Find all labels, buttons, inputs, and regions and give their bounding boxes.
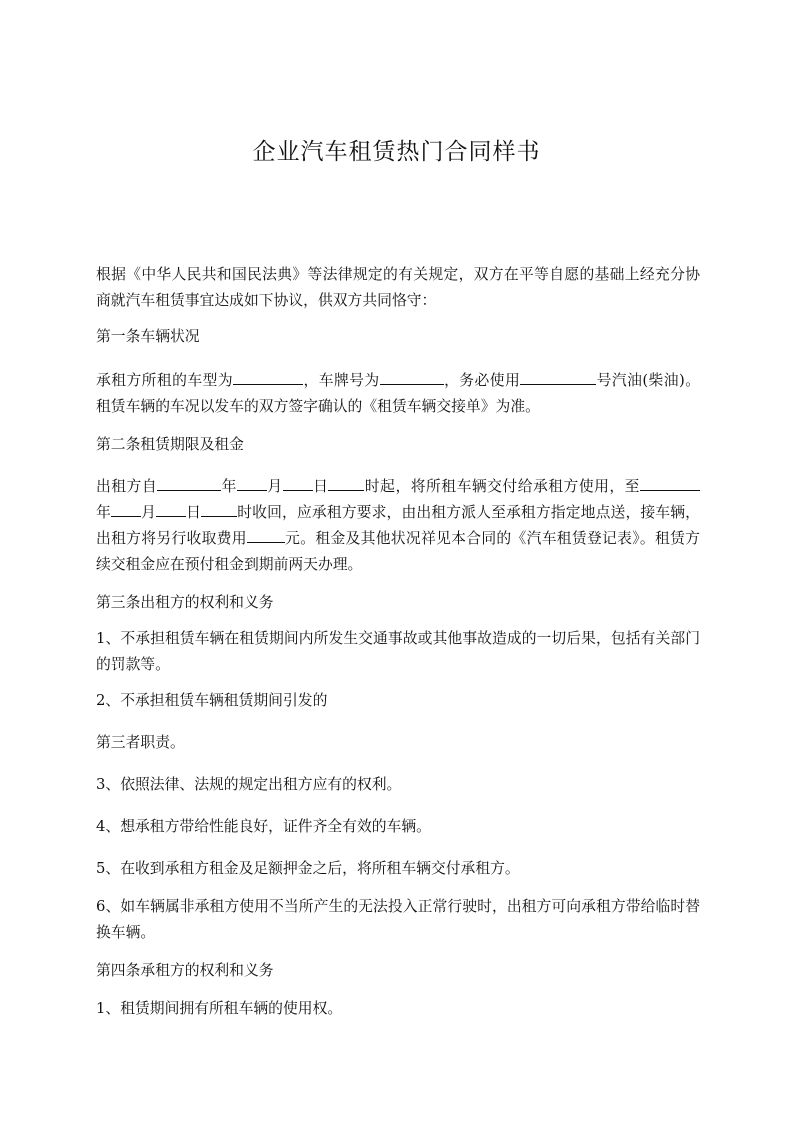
intro-paragraph: 根据《中华人民共和国民法典》等法律规定的有关规定，双方在平等自愿的基础上经充分协商就汽车租赁事宜达成如下协议，供双方共同恪守： [96,266,700,309]
article-4-item: 1、租赁期间拥有所租车辆的使用权。 [96,1000,343,1017]
article-3-item: 2、不承担租赁车辆租赁期间引发的 [96,692,328,709]
article-2-text-j: 元。租金及其他状况祥见本合同的《汽车租赁登记表》。租赁方续交租金应在预付租金到期前两天办理。 [96,530,700,573]
article-3-item: 第三者职责。 [96,734,185,751]
document-body [96,262,700,1022]
article-2-text-e: 时起，将所租车辆交付给承租方使用，至 [364,478,640,495]
blank-start-month [237,474,267,491]
blank-end-year [640,474,700,491]
article-3-item: 4、想承租方带给性能良好，证件齐全有效的车辆。 [96,818,431,835]
document-title: 企业汽车租赁热门合同样书 [252,139,541,165]
blank-start-hour [328,474,364,491]
article-2-text-i: 时收回，应承租方要求，由出租方派人至承租方指定地点送，接车辆，出租方将另行收取费用 [96,504,700,547]
article-3-item: 5、在收到承租方租金及足额押金之后，将所租车辆交付承租方。 [96,860,520,877]
article-1-heading: 第一条车辆状况 [96,328,200,345]
article-2-heading: 第二条租赁期限及租金 [96,436,244,453]
article-1-text-1: 承租方所租的车型为 [96,372,234,389]
article-2-paragraph [96,474,700,578]
blank-end-day [156,500,186,517]
blank-plate-number [380,368,444,385]
blank-car-model [233,368,303,385]
article-2-text-f: 年 [96,504,111,521]
article-2-text-b: 年 [221,478,237,495]
blank-fuel-grade [520,368,596,385]
article-2-text-c: 月 [266,478,283,495]
article-1-text-4: 号汽油(柴油)。租赁车辆的车况以发车的双方签字确认的《租赁车辆交接单》为准。 [96,372,700,415]
blank-delivery-fee [247,526,285,543]
article-1-text-3: ，务必使用 [443,372,521,389]
article-3-item: 1、不承担租赁车辆在租赁期间内所发生交通事故或其他事故造成的一切后果，包括有关部门的罚款等。 [96,630,700,673]
article-3-item: 3、依照法律、法规的规定出租方应有的权利。 [96,776,402,793]
article-3-heading: 第三条出租方的权利和义务 [96,594,274,611]
article-1-text-2: ，车牌号为 [303,372,380,389]
article-2-text-a: 出租方自 [96,478,158,495]
blank-end-hour [201,500,237,517]
blank-start-day [283,474,313,491]
article-4-heading: 第四条承租方的权利和义务 [96,962,274,979]
article-1-paragraph [96,368,700,420]
article-3-item: 6、如车辆属非承租方使用不当所产生的无法投入正常行驶时，出租方可向承租方带给临时替换车辆。 [96,898,700,941]
article-2-text-g: 月 [140,504,157,521]
blank-start-year [157,474,221,491]
blank-end-month [111,500,141,517]
article-2-text-h: 日 [186,504,202,521]
article-2-text-d: 日 [312,478,329,495]
